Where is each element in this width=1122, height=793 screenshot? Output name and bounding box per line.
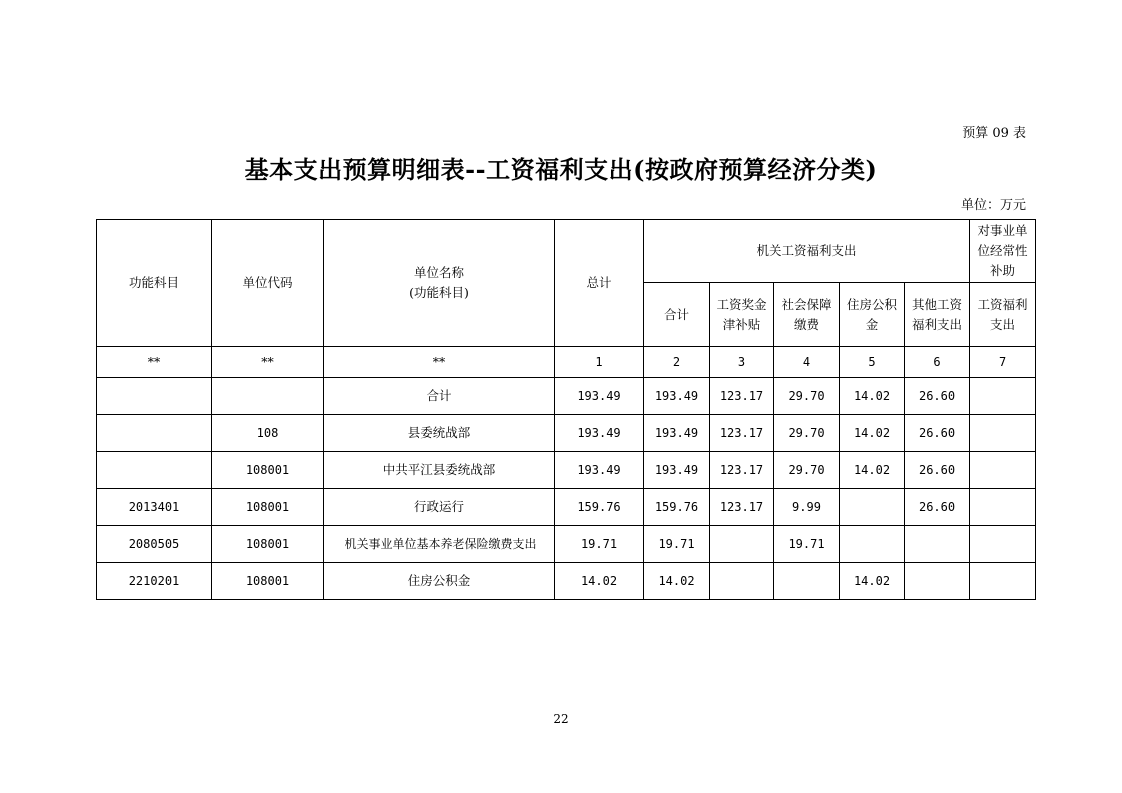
cell-unit-name: 合计 xyxy=(324,378,555,415)
index-cell: 5 xyxy=(840,347,905,378)
cell-unit-code xyxy=(212,378,324,415)
index-cell: ** xyxy=(212,347,324,378)
table-row xyxy=(97,452,1036,489)
header-social: 社会保障缴费 xyxy=(774,283,840,347)
cell-unit-code: 108001 xyxy=(212,526,324,563)
cell-other: 26.60 xyxy=(905,378,970,415)
cell-unit-name: 机关事业单位基本养老保险缴费支出 xyxy=(324,526,555,563)
cell-func-code: 2080505 xyxy=(97,526,212,563)
cell-func-code xyxy=(97,415,212,452)
cell-salary: 123.17 xyxy=(710,415,774,452)
table-row xyxy=(97,563,1036,600)
cell-social: 29.70 xyxy=(774,452,840,489)
table-row xyxy=(97,378,1036,415)
cell-unit-code: 108001 xyxy=(212,563,324,600)
header-func-subject: 功能科目 xyxy=(97,220,212,347)
cell-unit-code: 108001 xyxy=(212,452,324,489)
header-org-group: 机关工资福利支出 xyxy=(644,220,970,283)
cell-social: 29.70 xyxy=(774,378,840,415)
cell-func-code: 2210201 xyxy=(97,563,212,600)
index-cell: 1 xyxy=(555,347,644,378)
cell-func-code xyxy=(97,378,212,415)
cell-social: 29.70 xyxy=(774,415,840,452)
cell-sub-total: 14.02 xyxy=(644,563,710,600)
header-unit-name-sub: (功能科目) xyxy=(409,285,469,300)
cell-social: 19.71 xyxy=(774,526,840,563)
cell-salary: 123.17 xyxy=(710,452,774,489)
cell-salary: 123.17 xyxy=(710,378,774,415)
cell-unit-name: 中共平江县委统战部 xyxy=(324,452,555,489)
budget-table xyxy=(96,219,1036,600)
cell-unit-name: 县委统战部 xyxy=(324,415,555,452)
cell-unit-code: 108001 xyxy=(212,489,324,526)
cell-housing xyxy=(840,489,905,526)
table-row xyxy=(97,489,1036,526)
cell-housing xyxy=(840,526,905,563)
cell-housing: 14.02 xyxy=(840,415,905,452)
cell-wage-welfare xyxy=(970,378,1036,415)
cell-sub-total: 19.71 xyxy=(644,526,710,563)
cell-other: 26.60 xyxy=(905,452,970,489)
cell-total: 193.49 xyxy=(555,415,644,452)
cell-other: 26.60 xyxy=(905,489,970,526)
cell-other xyxy=(905,526,970,563)
header-unit-code: 单位代码 xyxy=(212,220,324,347)
cell-housing: 14.02 xyxy=(840,563,905,600)
cell-other xyxy=(905,563,970,600)
index-cell: 7 xyxy=(970,347,1036,378)
index-cell: 3 xyxy=(710,347,774,378)
cell-housing: 14.02 xyxy=(840,378,905,415)
cell-func-code: 2013401 xyxy=(97,489,212,526)
index-cell: ** xyxy=(97,347,212,378)
cell-sub-total: 159.76 xyxy=(644,489,710,526)
cell-wage-welfare xyxy=(970,489,1036,526)
cell-wage-welfare xyxy=(970,563,1036,600)
cell-total: 19.71 xyxy=(555,526,644,563)
cell-housing: 14.02 xyxy=(840,452,905,489)
header-unit-name-main: 单位名称 xyxy=(413,265,464,280)
cell-other: 26.60 xyxy=(905,415,970,452)
cell-sub-total: 193.49 xyxy=(644,452,710,489)
cell-total: 193.49 xyxy=(555,452,644,489)
cell-func-code xyxy=(97,452,212,489)
page-title: 基本支出预算明细表--工资福利支出(按政府预算经济分类) xyxy=(244,155,878,184)
cell-wage-welfare xyxy=(970,415,1036,452)
cell-salary xyxy=(710,526,774,563)
index-cell: 4 xyxy=(774,347,840,378)
header-other: 其他工资福利支出 xyxy=(905,283,970,347)
cell-wage-welfare xyxy=(970,452,1036,489)
form-number: 预算 09 表 xyxy=(962,126,1026,141)
cell-unit-name: 行政运行 xyxy=(324,489,555,526)
index-cell: 2 xyxy=(644,347,710,378)
index-cell: 6 xyxy=(905,347,970,378)
cell-total: 159.76 xyxy=(555,489,644,526)
cell-total: 14.02 xyxy=(555,563,644,600)
header-total: 总计 xyxy=(555,220,644,347)
cell-unit-name: 住房公积金 xyxy=(324,563,555,600)
header-sub-total: 合计 xyxy=(644,283,710,347)
cell-total: 193.49 xyxy=(555,378,644,415)
cell-salary xyxy=(710,563,774,600)
index-cell: ** xyxy=(324,347,555,378)
header-wage-welfare: 工资福利支出 xyxy=(970,283,1036,347)
cell-salary: 123.17 xyxy=(710,489,774,526)
table-row xyxy=(97,415,1036,452)
cell-social: 9.99 xyxy=(774,489,840,526)
index-row xyxy=(97,347,1036,378)
cell-sub-total: 193.49 xyxy=(644,378,710,415)
header-subsidy-group: 对事业单位经常性补助 xyxy=(970,220,1036,283)
cell-social xyxy=(774,563,840,600)
page-number: 22 xyxy=(553,712,569,726)
cell-sub-total: 193.49 xyxy=(644,415,710,452)
table-row xyxy=(97,526,1036,563)
cell-unit-code: 108 xyxy=(212,415,324,452)
header-unit-name xyxy=(324,220,555,347)
header-housing: 住房公积金 xyxy=(840,283,905,347)
unit-label: 单位：万元 xyxy=(960,198,1026,213)
header-salary: 工资奖金津补贴 xyxy=(710,283,774,347)
cell-wage-welfare xyxy=(970,526,1036,563)
